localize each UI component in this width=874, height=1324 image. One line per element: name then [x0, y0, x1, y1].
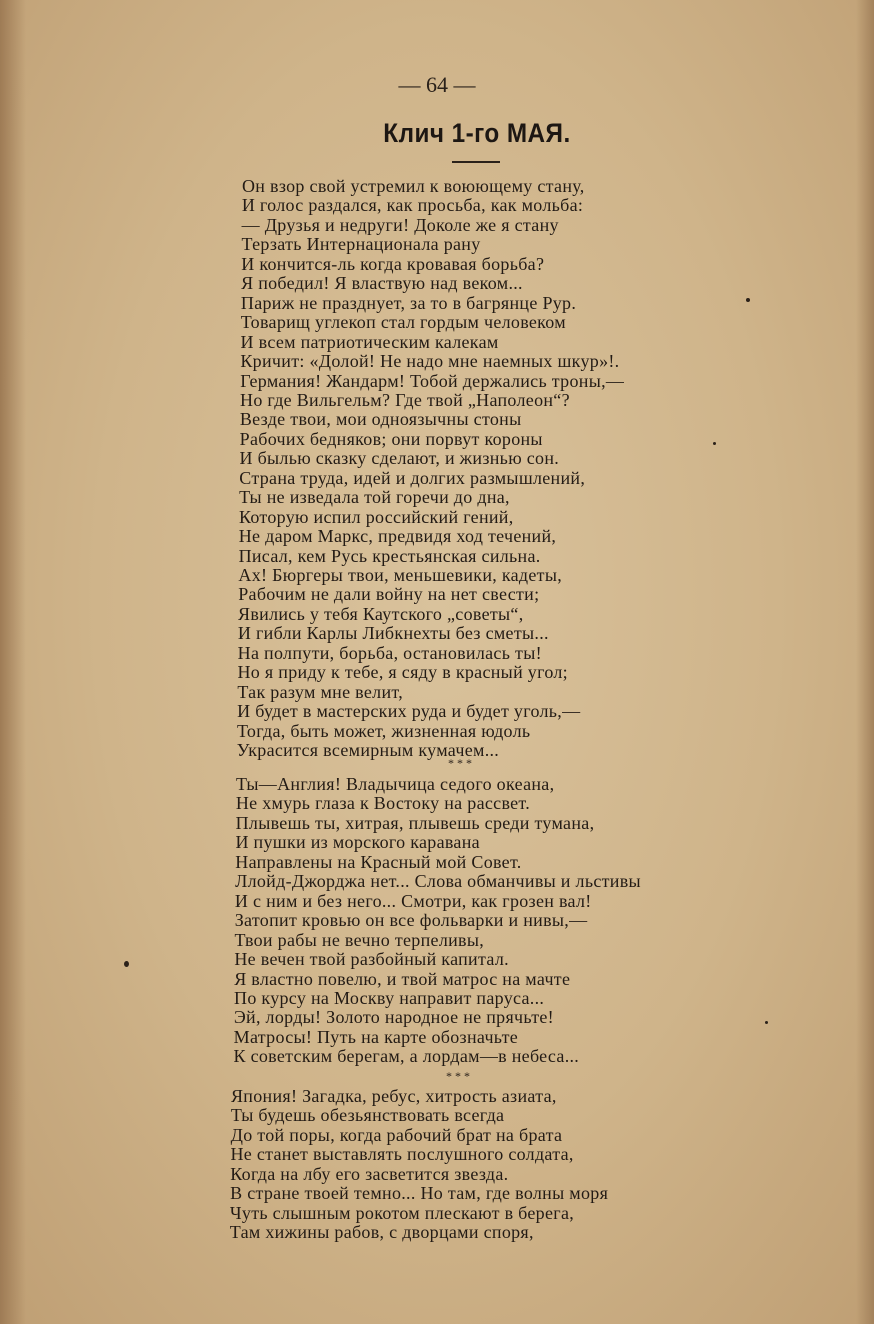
- ink-speck: [765, 1021, 768, 1024]
- poem-line: Тогда, быть может, жизненная юдоль: [236, 720, 531, 741]
- poem-line: Так разум мне велит,: [237, 681, 403, 702]
- poem-line: Но я приду к тебе, я сяду в красный угол;: [237, 662, 568, 683]
- ink-speck: [713, 442, 716, 445]
- page-number: — 64 —: [398, 72, 476, 97]
- poem-line: И гибли Карлы Либкнехты без сметы...: [237, 623, 549, 644]
- poem-line: Япония! Загадка, ребус, хитрость азиата,: [231, 1086, 557, 1106]
- ink-speck: [746, 298, 750, 302]
- page-edge-shadow-left: [0, 0, 26, 1324]
- ink-speck: [124, 961, 129, 967]
- poem-line: Украсится всемирным кумачем...: [236, 740, 500, 761]
- poem-line: Матросы! Путь на карте обозначьте: [233, 1026, 519, 1047]
- poem-line: Париж не празднует, за то в багрянце Рур.: [240, 292, 577, 313]
- poem-line: Кричит: «Долой! Не надо мне наемных шкур»!.: [240, 351, 620, 372]
- poem-line: Там хижины рабов, с дворцами споря,: [229, 1222, 534, 1243]
- poem-line: Ты—Англия! Владычица седого океана,: [236, 774, 555, 794]
- poem-line: Не вечен твой разбойный капитал.: [234, 949, 509, 970]
- poem-line: Терзать Интернационала рану: [241, 234, 481, 255]
- poem-line: — Друзья и недруги! Доколе же я стану: [241, 214, 559, 235]
- poem-line: Не хмурь глаза к Востоку на рассвет.: [235, 793, 531, 814]
- poem-line: И будет в мастерских руда и будет уголь,—: [237, 701, 581, 722]
- page-edge-shadow-right: [856, 0, 874, 1324]
- poem-line: Явились у тебя Каутского „советы“,: [238, 603, 524, 624]
- poem-line: И голос раздался, как просьба, как мольба:: [241, 195, 584, 216]
- stanza-separator: * * *: [446, 1069, 470, 1083]
- poem-line: Он взор свой устремил к воюющему стану,: [242, 176, 585, 196]
- poem-line: И всем патриотическим калекам: [240, 331, 499, 352]
- poem-line: И былью сказку сделают, и жизнью сон.: [239, 448, 560, 469]
- poem-line: Я властно повелю, и твой матрос на мачте: [234, 968, 571, 989]
- poem-line: Ты будешь обезьянствовать всегда: [230, 1105, 505, 1126]
- stanza-separator: * * *: [448, 756, 472, 770]
- poem-line: Когда на лбу его засветится звезда.: [230, 1163, 509, 1184]
- poem-line: Рабочим не дали войну на нет свести;: [238, 584, 540, 605]
- poem-line: До той поры, когда рабочий брат на брата: [230, 1124, 563, 1145]
- poem-line: Везде твои, мои одноязычны стоны: [239, 409, 522, 430]
- poem-line: Твои рабы не вечно терпеливы,: [234, 929, 485, 950]
- poem-line: На полпути, борьба, остановилась ты!: [237, 642, 542, 663]
- poem-line: Чуть слышным рокотом плескают в берега,: [229, 1202, 575, 1223]
- poem-line: Страна труда, идей и долгих размышлений,: [239, 467, 586, 488]
- poem-line: Затопит кровью он все фольварки и нивы,—: [234, 910, 588, 931]
- poem-line: И кончится-ль когда кровавая борьба?: [241, 253, 545, 274]
- poem-title: Клич 1-го МАЯ.: [383, 118, 571, 148]
- poem-line: Ты не изведала той горечи до дна,: [239, 487, 510, 508]
- poem-line: Германия! Жандарм! Тобой держались троны,—: [240, 370, 625, 391]
- poem-line: Эй, лорды! Золото народное не прячьте!: [233, 1007, 554, 1028]
- poem-line: Не станет выставлять послушного солдата,: [230, 1144, 574, 1165]
- poem-line: В стране твоей темно... Но там, где волны моря: [230, 1183, 609, 1204]
- poem-line: Направлены на Красный мой Совет.: [235, 851, 522, 872]
- poem-line: Рабочих бедняков; они порвут короны: [239, 428, 543, 449]
- poem-line: Я победил! Я властвую над веком...: [241, 273, 523, 294]
- poem-line: Но где Вильгельм? Где твой „Наполеон“?: [240, 389, 570, 410]
- poem-line: Плывешь ты, хитрая, плывешь среди тумана,: [235, 812, 595, 833]
- poem-line: И пушки из морского каравана: [235, 832, 480, 853]
- poem-line: По курсу на Москву направит паруса...: [234, 987, 545, 1008]
- poem-line: Ах! Бюргеры твои, меньшевики, кадеты,: [238, 565, 563, 585]
- poem-line: Писал, кем Русь крестьянская сильна.: [238, 545, 541, 566]
- poem-line: К советским берегам, а лордам—в небеса...: [233, 1046, 580, 1067]
- poem-line: И с ним и без него... Смотри, как грозен вал!: [234, 890, 592, 911]
- poem-line: Не даром Маркс, предвидя ход течений,: [238, 526, 557, 547]
- poem-line: Ллойд-Джорджа нет... Слова обманчивы и льстивы: [235, 871, 641, 892]
- poem-line: Товарищ углекоп стал гордым человеком: [240, 312, 566, 333]
- title-underline: [452, 161, 500, 163]
- poem-line: Которую испил российский гений,: [238, 506, 514, 527]
